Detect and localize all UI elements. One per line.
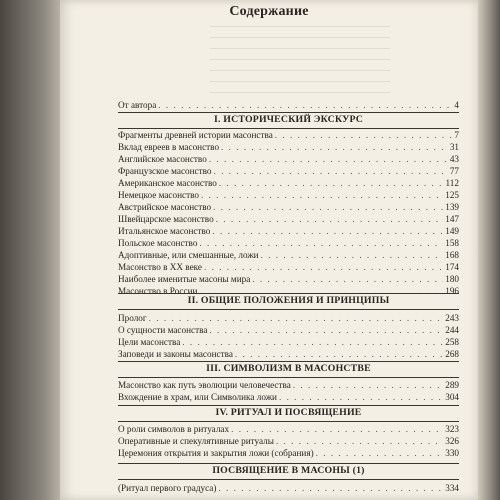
toc-entry-title: Пролог <box>118 313 147 323</box>
toc-entry-title: Итальянское масонство <box>118 226 211 236</box>
toc-entry-title: Швейцарское масонство <box>118 214 214 224</box>
toc-entry <box>118 482 459 495</box>
toc-entry-title: (Ритуал первого градуса) <box>118 483 217 493</box>
toc-entry-title: От автора <box>118 100 157 110</box>
toc-entry-page: 4 <box>454 100 459 110</box>
toc-entry-page: 112 <box>445 178 459 188</box>
book-page <box>60 0 478 500</box>
page-title: Содержание <box>229 4 309 19</box>
toc-entry-page: 304 <box>445 392 459 402</box>
toc-entry <box>118 447 459 460</box>
toc-entry-page: 174 <box>445 262 459 272</box>
toc-entry-title: Масонство в XX веке <box>118 262 202 272</box>
toc-leader-dots <box>158 99 452 112</box>
toc-entry-page: 289 <box>445 380 459 390</box>
toc-entry-title: Вхождение в храм, или Символика ложи <box>118 392 277 402</box>
toc-entry-title: Австрийское масонство <box>118 202 212 212</box>
toc-entry <box>118 391 459 404</box>
toc-entry-page: 125 <box>445 190 459 200</box>
section-heading: III. СИМВОЛИЗМ В МАСОНСТВЕ <box>206 363 371 374</box>
toc-entry-page: 149 <box>445 226 459 236</box>
toc-leader-dots <box>316 447 444 460</box>
toc-entry-page: 244 <box>445 325 459 335</box>
toc-entry-page: 334 <box>445 483 459 493</box>
toc-entry-title: Французское масонство <box>118 166 212 176</box>
toc-entry-page: 323 <box>445 424 459 434</box>
toc-entry-title: О сущности масонства <box>118 325 208 335</box>
section-heading: I. ИСТОРИЧЕСКИЙ ЭКСКУРС <box>213 114 364 125</box>
toc-entry-title: Масонство как путь эволюции человечества <box>118 380 291 390</box>
toc-entry-page: 243 <box>445 313 459 323</box>
toc-entry-title: Польское масонство <box>118 238 198 248</box>
toc-entry-page: 7 <box>454 130 459 140</box>
toc-entry <box>118 348 459 361</box>
toc-entry-page: 180 <box>445 274 459 284</box>
toc-entry-title: Американское масонство <box>118 178 217 188</box>
toc-entry-title: Наиболее именитые масоны мира <box>118 274 251 284</box>
toc-leader-dots <box>235 348 443 361</box>
toc-entry-title: Немецкое масонство <box>118 190 199 200</box>
toc-entry-page: 330 <box>445 448 459 458</box>
toc-entry-page: 196 <box>445 286 459 296</box>
toc-leader-dots <box>218 482 443 495</box>
toc-entry-page: 326 <box>445 436 459 446</box>
toc-entry-title: Церемония открытия и закрытия ложи (собрания) <box>118 448 314 458</box>
book-page-edge <box>478 0 500 500</box>
toc-entry-title: Английское масонство <box>118 154 207 164</box>
section-heading: II. ОБЩИЕ ПОЛОЖЕНИЯ И ПРИНЦИПЫ <box>187 295 390 306</box>
toc-entry-page: 43 <box>449 154 459 164</box>
toc-entry-title: Цели масонства <box>118 337 181 347</box>
toc-entry-page: 258 <box>445 337 459 347</box>
toc-entry-page: 158 <box>445 238 459 248</box>
toc-entry-title: Фрагменты древней истории масонства <box>118 130 273 140</box>
toc-entry-page: 139 <box>445 202 459 212</box>
toc-entry-page: 268 <box>445 349 459 359</box>
toc-entry-page: 77 <box>449 166 459 176</box>
toc-entry-title: О роли символов в ритуалах <box>118 424 230 434</box>
toc-entry-title: Заповеди и законы масонства <box>118 349 233 359</box>
section-heading: ПОСВЯЩЕНИЕ В МАСОНЫ (1) <box>212 465 365 476</box>
toc-entry-page: 147 <box>445 214 459 224</box>
toc-entry-page: 31 <box>449 142 459 152</box>
toc-leader-dots <box>279 391 443 404</box>
toc-entry-title: Масонство в России <box>118 286 198 296</box>
section-heading: IV. РИТУАЛ И ПОСВЯЩЕНИЕ <box>215 407 362 418</box>
toc-entry-title: Оперативные и спекулятивные ритуалы <box>118 436 274 446</box>
toc-entry-page: 168 <box>445 250 459 260</box>
book-spine-shadow <box>0 0 60 500</box>
bleed-through-text <box>210 26 390 100</box>
toc-entry-author <box>118 99 459 112</box>
toc-entry-title: Вклад евреев в масонство <box>118 142 220 152</box>
toc-entry-title: Адоптивные, или смешанные, ложи <box>118 250 259 260</box>
